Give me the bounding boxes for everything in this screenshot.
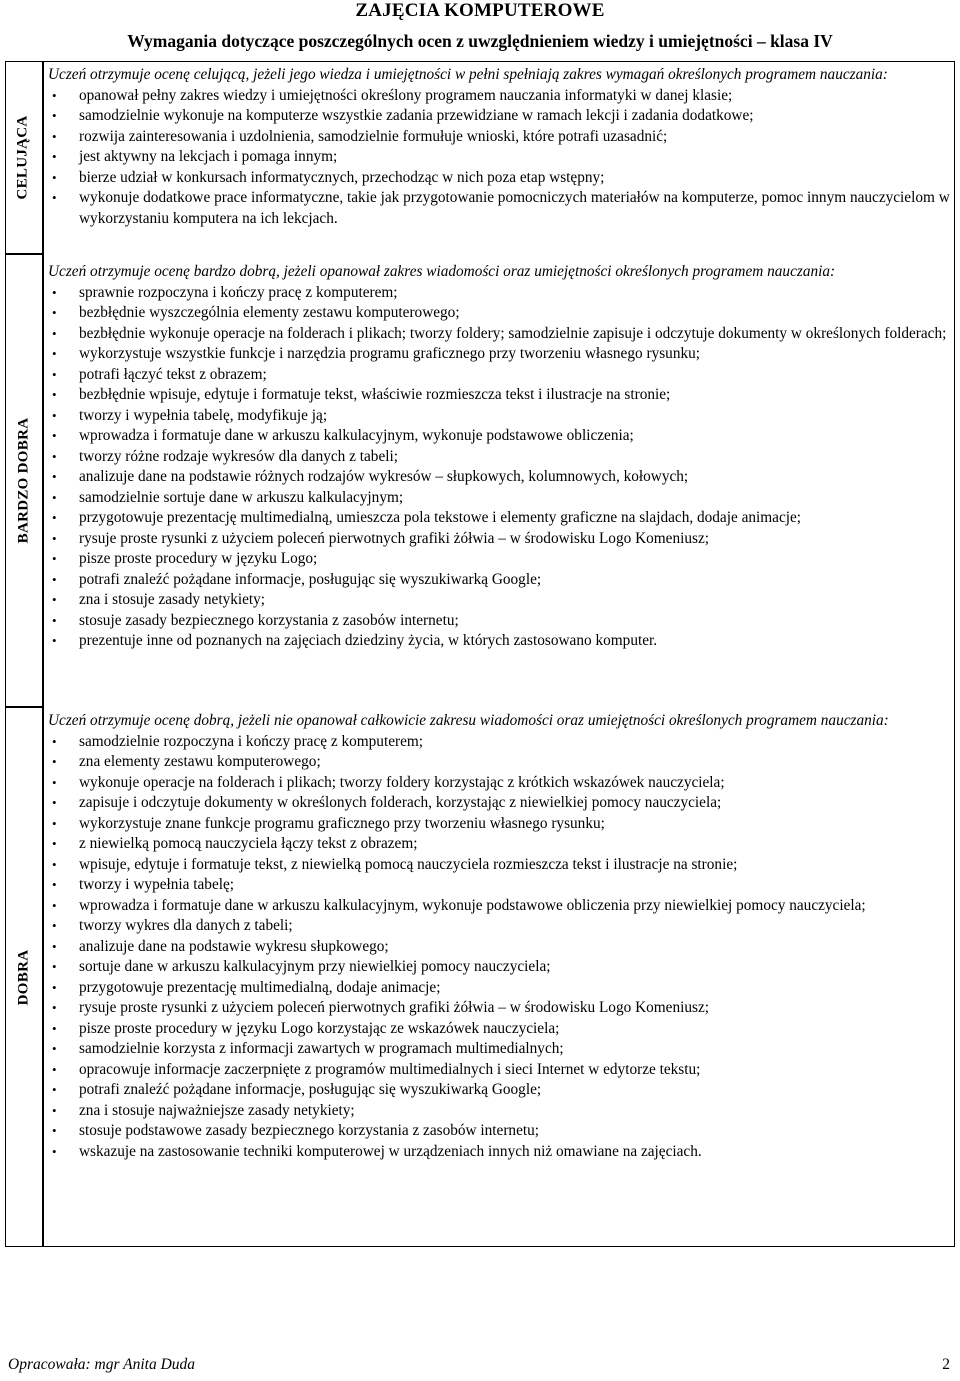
list-item-text: bezbłędnie wpisuje, edytuje i formatuje tekst, właściwie rozmieszcza tekst i ilustracje na stronie; [79, 386, 671, 403]
list-item [48, 385, 950, 406]
list-item [48, 426, 950, 447]
list-item-text: samodzielnie rozpoczyna i kończy pracę z komputerem; [79, 732, 424, 750]
bullet-icon: • [52, 305, 57, 320]
bullet-icon: • [52, 1082, 57, 1097]
list-item [48, 834, 950, 855]
bullet-icon: • [52, 530, 57, 546]
list-item [48, 168, 950, 189]
bullet-icon: • [52, 774, 57, 790]
bullet-icon: • [52, 1102, 57, 1118]
list-item-text: zapisuje i odczytuje dokumenty w określonych folderach, korzystając z niewielkiej pomocy nauczyciela; [79, 794, 722, 811]
section-intro: Uczeń otrzymuje ocenę celującą, jeżeli jego wiedza i umiejętności w pełni spełniają zakres wymagań określonych programem nauczania: [48, 66, 888, 83]
list-item [48, 467, 950, 488]
bullet-icon: • [52, 428, 57, 443]
list-item-text: wprowadza i formatuje dane w arkuszu kalkulacyjnym, wykonuje podstawowe obliczenia; [79, 427, 634, 444]
bullet-icon: • [52, 795, 57, 810]
bullet-icon: • [52, 897, 57, 913]
requirements-list [48, 732, 950, 1163]
list-item-text: bezbłędnie wyszczególnia elementy zestawu komputerowego; [79, 304, 460, 321]
list-item-text: zna elementy zestawu komputerowego; [79, 753, 321, 770]
list-item [48, 752, 950, 773]
list-item-text: z niewielką pomocą nauczyciela łączy tekst z obrazem; [79, 835, 418, 852]
list-item-text: pisze proste procedury w języku Logo korzystając ze wskazówek nauczyciela; [79, 1019, 560, 1037]
list-item-text: przygotowuje prezentację multimedialną, dodaje animacje; [79, 978, 441, 996]
list-item [48, 1019, 950, 1040]
bullet-icon: • [52, 325, 57, 341]
bullet-icon: • [52, 551, 57, 566]
bullet-icon: • [52, 1061, 57, 1077]
list-item-text: tworzy różne rodzaje wykresów dla danych z tabeli; [79, 447, 398, 465]
list-item-text: bezbłędnie wykonuje operacje na folderach i plikach; tworzy foldery; samodzielnie zapisuje i odczytuje dokumenty w określonych folderach; [79, 324, 947, 342]
document-subtitle: Wymagania dotyczące poszczególnych ocen z uwzględnieniem wiedzy i umiejętności – klasa IV [127, 31, 833, 51]
list-item [48, 147, 950, 168]
list-item [48, 611, 950, 632]
list-item-text: potrafi znaleźć pożądane informacje, posługując się wyszukiwarką Google; [79, 570, 542, 588]
list-item-text: stosuje podstawowe zasady bezpiecznego korzystania z zasobów internetu; [79, 1122, 540, 1139]
list-item [48, 106, 950, 127]
list-item [48, 875, 950, 896]
list-item [48, 916, 950, 937]
list-item [48, 1060, 950, 1081]
list-item [48, 529, 950, 550]
list-item [48, 1080, 950, 1101]
bullet-icon: • [52, 128, 57, 144]
list-item-text: samodzielnie korzysta z informacji zawartych w programach multimedialnych; [79, 1040, 564, 1057]
bullet-icon: • [52, 733, 57, 749]
list-item-text: analizuje dane na podstawie różnych rodzajów wykresów – słupkowych, kolumnowych, kołowych; [79, 468, 689, 485]
bullet-icon: • [52, 407, 57, 423]
list-item [48, 998, 950, 1019]
list-item-text: sprawnie rozpoczyna i kończy pracę z komputerem; [79, 283, 398, 301]
bullet-icon: • [52, 1143, 57, 1159]
list-item-text: wprowadza i formatuje dane w arkuszu kalkulacyjnym, wykonuje podstawowe obliczenia przy niewielkiej pomocy nauczyciela; [79, 896, 866, 914]
list-item-text: rysuje proste rysunki z użyciem poleceń pierwotnych grafiki żółwia – w środowisku Logo Komeniusz; [79, 529, 709, 547]
bullet-icon: • [52, 1020, 57, 1036]
list-item-text: wpisuje, edytuje i formatuje tekst, z niewielką pomocą nauczyciela rozmieszcza tekst i ilustracje na stronie; [79, 855, 738, 873]
bullet-icon: • [52, 510, 57, 525]
bullet-icon: • [52, 489, 57, 505]
bullet-icon: • [52, 448, 57, 464]
list-item [48, 447, 950, 468]
list-item-text: wykonuje operacje na folderach i plikach; tworzy foldery korzystając z krótkich wskazówek nauczyciela; [79, 773, 725, 791]
list-item-text: wykonuje dodatkowe prace informatyczne, takie jak przygotowanie pomocniczych materiałów na komputerze, pomoc innym nauczycielom w wykorzystaniu komputera na ich lekcjach. [79, 189, 950, 227]
bullet-icon: • [52, 979, 57, 995]
bullet-icon: • [52, 169, 57, 185]
bullet-icon: • [52, 87, 57, 103]
list-item-text: tworzy wykres dla danych z tabeli; [79, 917, 293, 934]
list-item-text: opracowuje informacje zaczerpnięte z programów multimedialnych i sieci Internet w edytorze tekstu; [79, 1060, 701, 1078]
bullet-icon: • [52, 190, 57, 205]
list-item [48, 283, 950, 304]
bullet-icon: • [52, 633, 57, 648]
list-item-text: zna i stosuje zasady netykiety; [79, 591, 266, 608]
document-title: ZAJĘCIA KOMPUTEROWE [355, 0, 605, 21]
list-item-text: wykorzystuje wszystkie funkcje i narzędzia programu graficznego przy tworzeniu własnego rysunku; [79, 345, 701, 362]
section-bardzo-dobra [48, 262, 950, 652]
list-item [48, 508, 950, 529]
list-item [48, 793, 950, 814]
list-item-text: opanował pełny zakres wiedzy i umiejętności określony programem nauczania informatyki w danej klasie; [79, 86, 733, 104]
grade-label-dobra: DOBRA [15, 949, 32, 1006]
bullet-icon: • [52, 469, 57, 484]
list-item-text: samodzielnie wykonuje na komputerze wszystkie zadania przewidziane w ramach lekcji i zadania dodatkowe; [79, 107, 754, 124]
list-item-text: analizuje dane na podstawie wykresu słupkowego; [79, 937, 389, 955]
bullet-icon: • [52, 815, 57, 831]
list-item-text: bierze udział w konkursach informatycznych, przechodząc w nich poza etap wstępny; [79, 168, 605, 186]
bullet-icon: • [52, 1123, 57, 1138]
bullet-icon: • [52, 959, 57, 974]
list-item-text: samodzielnie sortuje dane w arkuszu kalkulacyjnym; [79, 488, 404, 506]
list-item [48, 814, 950, 835]
bullet-icon: • [52, 1041, 57, 1056]
list-item-text: prezentuje inne od poznanych na zajęciach dziedziny życia, w których zastosowano komputer. [79, 632, 658, 649]
list-item-text: pisze proste procedury w języku Logo; [79, 550, 318, 567]
list-item [48, 978, 950, 999]
list-item [48, 631, 950, 652]
bullet-icon: • [52, 877, 57, 892]
bullet-icon: • [52, 754, 57, 769]
bullet-icon: • [52, 149, 57, 164]
bullet-icon: • [52, 387, 57, 402]
bullet-icon: • [52, 856, 57, 872]
list-item [48, 1121, 950, 1142]
list-item [48, 406, 950, 427]
section-intro: Uczeń otrzymuje ocenę bardzo dobrą, jeżeli opanował zakres wiadomości oraz umiejętności określonych programem nauczania: [48, 263, 836, 280]
list-item [48, 86, 950, 107]
list-item-text: przygotowuje prezentację multimedialną, umieszcza pola tekstowe i elementy graficzne na slajdach, dodaje animacje; [79, 509, 802, 526]
list-item [48, 896, 950, 917]
grade-label-celujaca: CELUJĄCA [15, 114, 32, 200]
bullet-icon: • [52, 938, 57, 954]
list-item [48, 1142, 950, 1163]
list-item [48, 1039, 950, 1060]
list-item-text: rozwija zainteresowania i uzdolnienia, samodzielnie formułuje wnioski, które potrafi uzasadnić; [79, 127, 668, 145]
bullet-icon: • [52, 284, 57, 300]
bullet-icon: • [52, 836, 57, 851]
list-item [48, 570, 950, 591]
footer-author: Opracowała: mgr Anita Duda [8, 1356, 196, 1373]
bullet-icon: • [52, 612, 57, 628]
list-item [48, 732, 950, 753]
section-intro: Uczeń otrzymuje ocenę dobrą, jeżeli nie opanował całkowicie zakresu wiadomości oraz umiejętności określonych programem nauczania: [48, 712, 889, 729]
list-item-text: jest aktywny na lekcjach i pomaga innym; [79, 148, 338, 165]
bullet-icon: • [52, 592, 57, 607]
bullet-icon: • [52, 571, 57, 587]
list-item-text: potrafi łączyć tekst z obrazem; [79, 365, 267, 383]
page-number: 2 [942, 1356, 950, 1373]
list-item-text: tworzy i wypełnia tabelę, modyfikuje ją; [79, 406, 328, 424]
list-item-text: wskazuje na zastosowanie techniki komputerowej w urządzeniach innych niż omawiane na zajęciach. [79, 1142, 702, 1160]
section-dobra [48, 711, 950, 1162]
list-item-text: wykorzystuje znane funkcje programu graficznego przy tworzeniu własnego rysunku; [79, 814, 605, 832]
list-item [48, 488, 950, 509]
list-item [48, 855, 950, 876]
list-item [48, 590, 950, 611]
list-item [48, 365, 950, 386]
bullet-icon: • [52, 366, 57, 382]
list-item-text: zna i stosuje najważniejsze zasady netykiety; [79, 1101, 355, 1119]
list-item [48, 188, 950, 229]
list-item-text: sortuje dane w arkuszu kalkulacyjnym przy niewielkiej pomocy nauczyciela; [79, 958, 551, 975]
list-item [48, 957, 950, 978]
list-item [48, 549, 950, 570]
grade-label-bardzo-dobra: BARDZO DOBRA [15, 417, 32, 544]
bullet-icon: • [52, 1000, 57, 1015]
bullet-icon: • [52, 108, 57, 123]
bullet-icon: • [52, 346, 57, 361]
list-item [48, 344, 950, 365]
list-item-text: tworzy i wypełnia tabelę; [79, 876, 235, 893]
section-celujaca [48, 65, 950, 229]
list-item [48, 303, 950, 324]
list-item [48, 127, 950, 148]
bullet-icon: • [52, 918, 57, 933]
list-item-text: rysuje proste rysunki z użyciem poleceń pierwotnych grafiki żółwia – w środowisku Logo Komeniusz; [79, 999, 709, 1016]
requirements-list [48, 283, 950, 652]
grade-column-divider [42, 61, 44, 1247]
list-item [48, 1101, 950, 1122]
list-item [48, 773, 950, 794]
list-item-text: stosuje zasady bezpiecznego korzystania z zasobów internetu; [79, 611, 459, 629]
list-item [48, 937, 950, 958]
requirements-list [48, 86, 950, 230]
list-item-text: potrafi znaleźć pożądane informacje, posługując się wyszukiwarką Google; [79, 1081, 542, 1098]
list-item [48, 324, 950, 345]
